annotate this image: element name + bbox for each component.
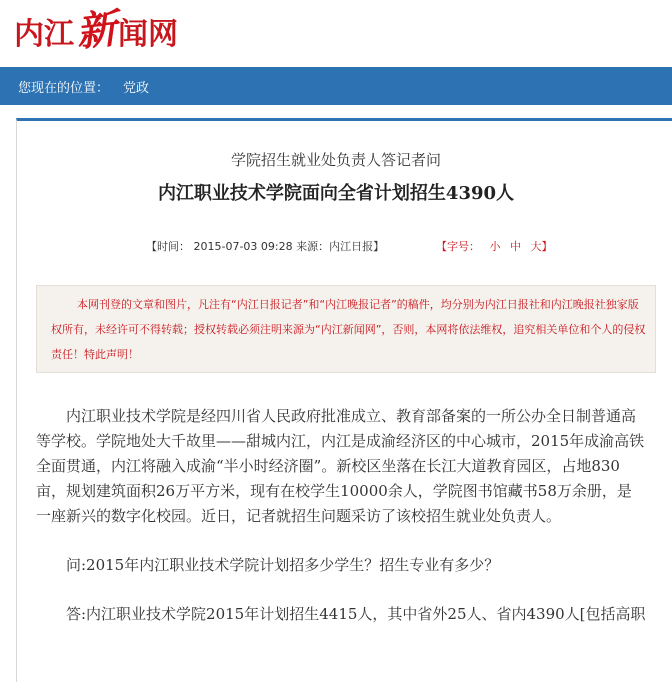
header	[0, 0, 672, 67]
font-size-controls	[436, 238, 553, 254]
paragraph-intro: 内江职业技术学院是经四川省人民政府批准成立、教育部备案的一所公办全日制普通高等学校。学院地处大千故里——甜城内江，内江是成渝经济区的中心城市，2015年成渝高铁全面贯通，内江将融入成渝“半小时经济圈”。新校区坐落在长江大道教育园区，占地830亩，规划建筑面积26万平方米，现有在校学生10000余人，学院图书馆藏书58万余册，是一座新兴的数字化校园。近日，记者就招生问题采访了该校招生就业处负责人。	[36, 407, 645, 525]
paragraph-question: 问:2015年内江职业技术学院计划招多少学生？招生专业有多少？	[66, 556, 500, 574]
breadcrumb-dangzheng[interactable]: 党政	[123, 80, 150, 96]
location-bar	[0, 67, 672, 105]
logo-text-xin: 新	[73, 4, 119, 56]
font-size-label: 【字号：	[436, 240, 480, 253]
logo-text-wenwang: 闻网	[118, 17, 178, 52]
location-label: 您现在的位置：	[18, 80, 110, 96]
copyright-notice: 本网刊登的文章和图片，凡注有“内江日报记者”和“内江晚报记者”的稿件，均分别为内江日报社和内江晚报社独家版权所有，未经许可不得转载；授权转载必须注明来源为“内江新闻网”，否则，本网将依法维权，追究相关单位和个人的侵权责任！特此声明！	[36, 285, 656, 373]
font-size-large-link[interactable]: 大】	[530, 240, 553, 253]
article-subtitle: 学院招生就业处负责人答记者问	[230, 151, 441, 169]
font-size-small-link[interactable]: 小	[489, 240, 501, 253]
font-size-medium-link[interactable]: 中	[510, 240, 521, 253]
logo-text-neijiang: 内江	[14, 17, 74, 52]
paragraph-answer: 答:内江职业技术学院2015年计划招生4415人，其中省外25人、省内4390人[包括高职	[66, 605, 646, 623]
publish-info: 【时间： 2015-07-03 09:28 来源：内江日报】	[146, 240, 385, 253]
article-body	[36, 404, 672, 627]
site-logo[interactable]	[14, 6, 178, 56]
article-title: 内江职业技术学院面向全省计划招生4390人	[157, 183, 515, 204]
